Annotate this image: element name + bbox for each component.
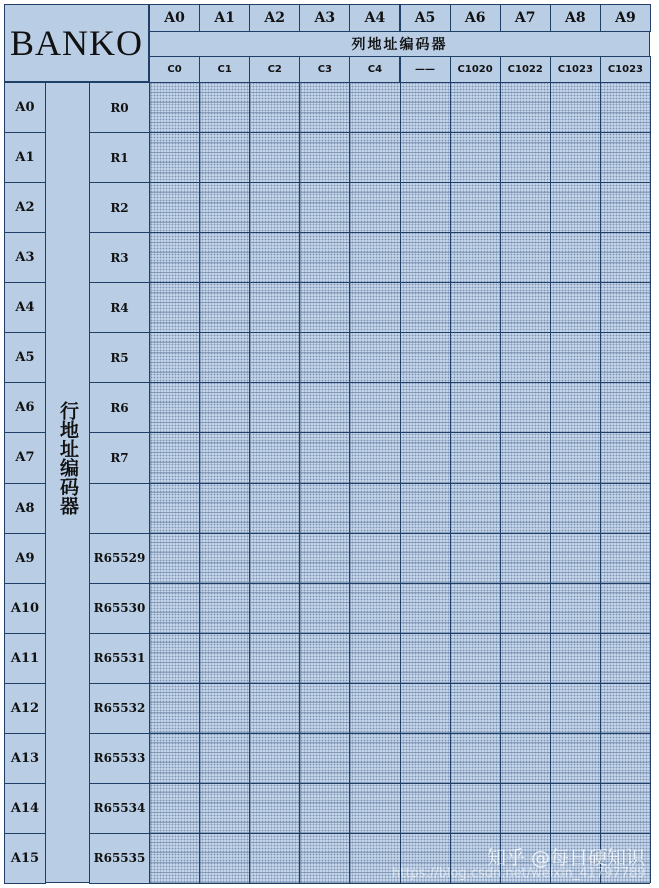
row-address-line: A7	[4, 432, 46, 483]
column-label: C1022	[500, 56, 551, 83]
column-label: C1023	[600, 56, 651, 83]
row-address-line: A11	[4, 633, 46, 684]
row-address-line: A3	[4, 232, 46, 283]
row-divider	[149, 332, 650, 333]
column-label: C0	[149, 56, 200, 83]
row-address-line: A13	[4, 733, 46, 784]
column-address-line: A6	[450, 4, 501, 32]
row-address-line: A1	[4, 132, 46, 183]
row-address-line: A0	[4, 82, 46, 133]
watermark-author: @每日硬知识	[530, 847, 645, 869]
row-label	[89, 483, 150, 534]
row-label: R1	[89, 132, 150, 183]
row-label: R0	[89, 82, 150, 133]
row-divider	[149, 683, 650, 684]
row-label: R3	[89, 232, 150, 283]
row-label: R7	[89, 432, 150, 483]
row-divider	[149, 182, 650, 183]
row-label: R6	[89, 382, 150, 433]
column-address-line: A0	[149, 4, 200, 32]
watermark-site: 知乎	[486, 847, 525, 869]
row-divider	[149, 82, 650, 83]
row-label: R65529	[89, 533, 150, 584]
row-address-line: A9	[4, 533, 46, 584]
column-address-line: A4	[349, 4, 400, 32]
bank-label: BANKO	[4, 4, 149, 82]
row-label: R4	[89, 282, 150, 333]
row-divider	[149, 382, 650, 383]
row-address-line: A5	[4, 332, 46, 383]
row-address-line: A4	[4, 282, 46, 333]
row-address-line: A12	[4, 683, 46, 734]
column-label: C1020	[450, 56, 501, 83]
column-divider	[650, 82, 651, 883]
row-address-line: A10	[4, 583, 46, 634]
row-address-line: A8	[4, 483, 46, 534]
row-divider	[149, 483, 650, 484]
row-label: R2	[89, 182, 150, 233]
row-divider	[149, 633, 650, 634]
row-divider	[149, 282, 650, 283]
column-decoder-title: 列地址编码器	[149, 31, 650, 57]
column-address-line: A7	[500, 4, 551, 32]
column-label: C1023	[550, 56, 601, 83]
row-divider	[149, 583, 650, 584]
column-address-line: A8	[550, 4, 601, 32]
row-label: R65535	[89, 833, 150, 884]
row-divider	[149, 883, 650, 884]
row-divider	[149, 783, 650, 784]
column-label: C2	[249, 56, 300, 83]
row-label: R65531	[89, 633, 150, 684]
row-decoder-title-cell	[45, 82, 90, 883]
column-address-line: A3	[299, 4, 350, 32]
row-address-line: A14	[4, 783, 46, 834]
row-address-line: A15	[4, 833, 46, 884]
row-address-line: A6	[4, 382, 46, 433]
column-address-line: A5	[400, 4, 451, 32]
row-divider	[149, 533, 650, 534]
column-label: C4	[349, 56, 400, 83]
row-label: R65534	[89, 783, 150, 834]
row-address-line: A2	[4, 182, 46, 233]
row-label: R65530	[89, 583, 150, 634]
column-address-line: A1	[199, 4, 250, 32]
column-address-line: A9	[600, 4, 651, 32]
row-divider	[149, 132, 650, 133]
watermark-url: https://blog.csdn.net/weixin_41797789	[392, 866, 646, 881]
column-address-line: A2	[249, 4, 300, 32]
column-label: C3	[299, 56, 350, 83]
row-divider	[149, 232, 650, 233]
row-label: R5	[89, 332, 150, 383]
row-divider	[149, 432, 650, 433]
row-decoder-title: 行地址编码器	[57, 401, 79, 515]
column-label: C1	[199, 56, 250, 83]
row-label: R65532	[89, 683, 150, 734]
row-label: R65533	[89, 733, 150, 784]
row-divider	[149, 833, 650, 834]
column-label: ——	[400, 56, 451, 83]
row-divider	[149, 733, 650, 734]
